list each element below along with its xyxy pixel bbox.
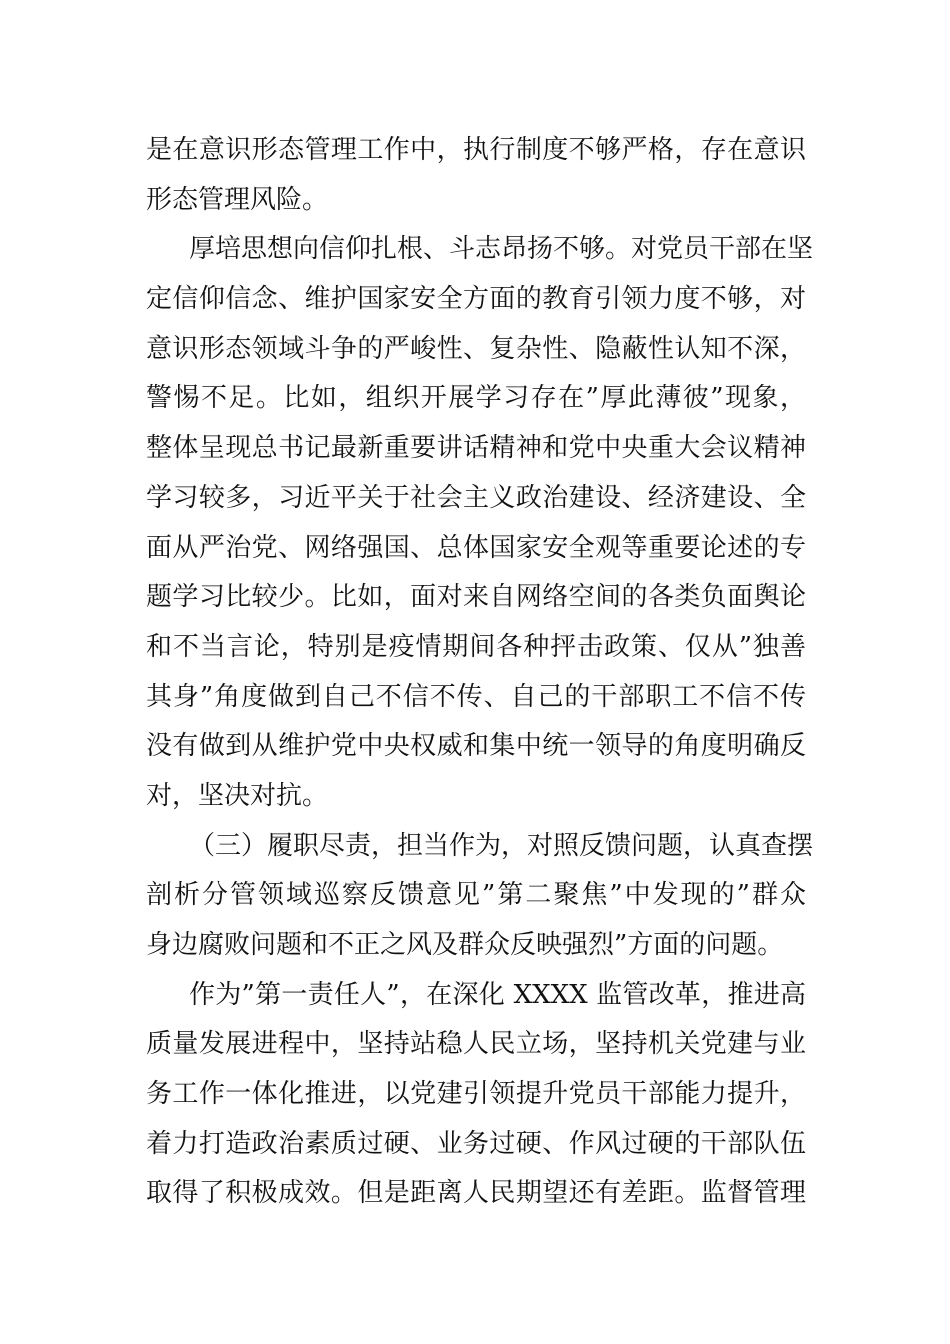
text-line: 和不当言论，特别是疫情期间各种抨击政策、仅从”独善 [146, 631, 806, 662]
paragraph-ideology-management [146, 126, 806, 225]
text-line: 作为”第一责任人”，在深化 XXXX 监管改革，推进高 [189, 979, 806, 1010]
text-line: 身边腐败问题和不正之风及群众反映强烈”方面的问题。 [146, 930, 784, 960]
text-line: 形态管理风险。 [146, 184, 329, 215]
text-line: 质量发展进程中，坚持站稳人民立场，坚持机关党建与业 [146, 1029, 806, 1060]
text-line: 是在意识形态管理工作中，执行制度不够严格，存在意识 [146, 135, 806, 165]
text-line: 务工作一体化推进，以党建引领提升党员干部能力提升， [146, 1079, 806, 1110]
text-line: 题学习比较少。比如，面对来自网络空间的各类负面舆论 [146, 582, 806, 613]
text-line: 剖析分管领域巡察反馈意见”第二聚焦”中发现的”群众 [146, 880, 806, 911]
text-line: 整体呈现总书记最新重要讲话精神和党中央重大会议精神 [146, 433, 806, 464]
text-line: 没有做到从维护党中央权威和集中统一领导的角度明确反 [146, 731, 806, 762]
text-line: 厚培思想向信仰扎根、斗志昂扬不够。对党员干部在坚 [189, 234, 814, 265]
text-line: 意识形态领域斗争的严峻性、复杂性、隐蔽性认知不深， [146, 333, 806, 364]
text-line: 面从严治党、网络强国、总体国家安全观等重要论述的专 [146, 532, 806, 563]
text-line: 着力打造政治素质过硬、业务过硬、作风过硬的干部队伍 [146, 1128, 806, 1159]
text-line: 其身”角度做到自己不信不传、自己的干部职工不信不传 [146, 681, 806, 712]
text-line: 警惕不足。比如，组织开展学习存在”厚此薄彼”现象， [146, 383, 806, 414]
text-line: 对，坚决对抗。 [146, 780, 329, 811]
text-line: 学习较多，习近平关于社会主义政治建设、经济建设、全 [146, 482, 806, 513]
paragraph-section-three-heading [146, 822, 814, 971]
document-page [146, 126, 814, 1219]
paragraph-belief-roots [146, 225, 814, 821]
text-line: 取得了积极成效。但是距离人民期望还有差距。监督管理 [146, 1178, 806, 1209]
text-line: （三）履职尽责，担当作为，对照反馈问题，认真查摆 [189, 830, 814, 861]
paragraph-first-responsible [146, 971, 806, 1219]
text-line: 定信仰信念、维护国家安全方面的教育引领力度不够，对 [146, 284, 806, 315]
